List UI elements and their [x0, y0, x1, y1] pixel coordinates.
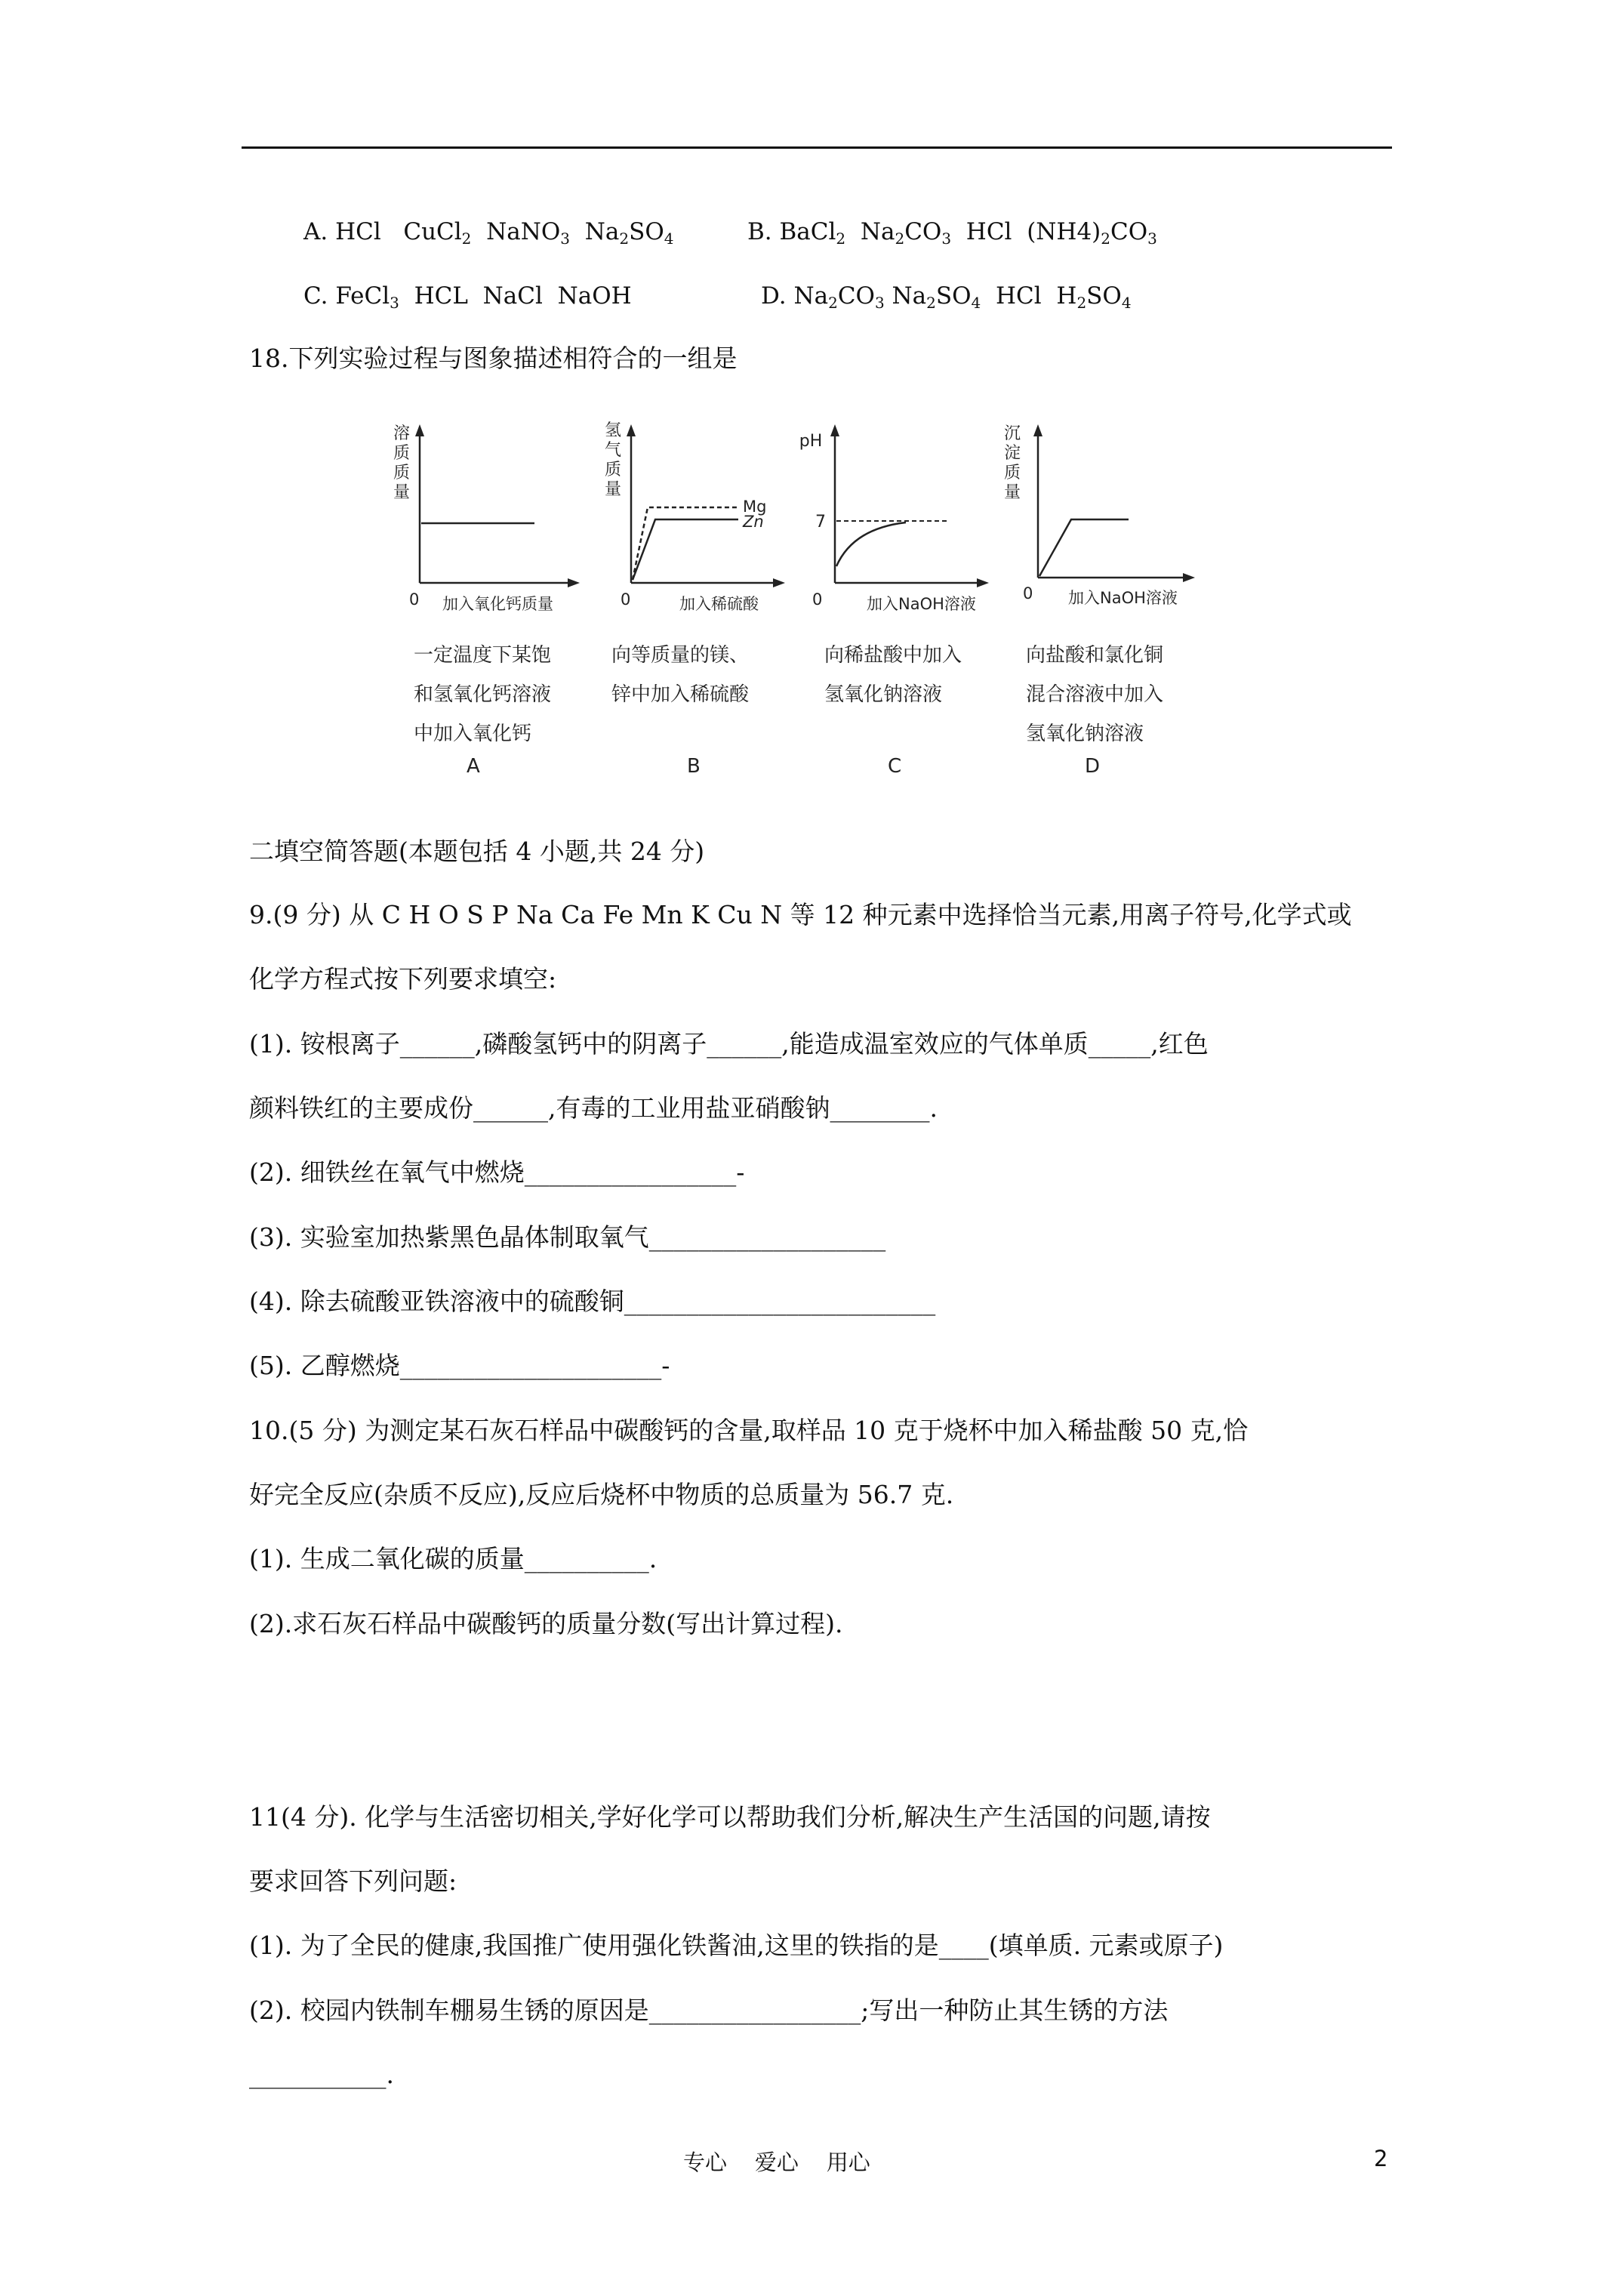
panel-description: 向稀盐酸中加入 氢氧化钠溶液 — [824, 644, 962, 706]
chart-d-svg — [993, 423, 1219, 574]
q11-line-1: 11(4 分). 化学与生活密切相关,学好化学可以帮助我们分析,解决生产生活国的问题,请按 — [249, 1802, 1211, 1832]
chart-c-svg — [785, 423, 1012, 574]
y-axis-label: 溶 质 质 量 — [393, 424, 410, 502]
header-rule — [242, 146, 1392, 149]
x-axis-label: 加入NaOH溶液 — [867, 595, 976, 613]
footer-motto: 专心 爱心 用心 — [683, 2150, 870, 2175]
x-axis-arrow — [977, 578, 989, 587]
chart-panel-c — [785, 423, 1012, 785]
y-axis-label: pH — [799, 432, 823, 451]
panel-description: 向盐酸和氯化铜 混合溶液中加入 氢氧化钠溶液 — [1026, 644, 1164, 745]
panel-letter: C — [888, 755, 902, 778]
series-zn-label: Zn — [743, 513, 764, 531]
series-mg-label: Mg — [743, 498, 767, 516]
q9-part-4: (4). 除去硫酸亚铁溶液中的硫酸铜_________________________ — [249, 1287, 936, 1316]
option-b: B. BaCl$_2$ $Na_2CO_3$ HCl $(NH4)_2CO_3$ — [747, 218, 1157, 248]
x-axis-label: 加入NaOH溶液 — [1068, 589, 1178, 607]
chart-b-svg — [581, 423, 808, 574]
panel-description: 一定温度下某饱 和氢氧化钙溶液 中加入氧化钙 — [414, 644, 552, 745]
chart-panel-d — [993, 423, 1219, 785]
y-axis-arrow — [415, 424, 424, 436]
q11-part-1: (1). 为了全民的健康,我国推广使用强化铁酱油,这里的铁指的是____(填单质. 元素或原子) — [249, 1931, 1224, 1960]
option-a: A. HCl CuCl$_2$ NaNO$_3$ $Na_2SO_4$ — [303, 218, 674, 248]
q9-part-3: (3). 实验室加热紫黑色晶体制取氧气___________________ — [249, 1222, 886, 1252]
q10-line-1: 10.(5 分) 为测定某石灰石样品中碳酸钙的含量,取样品 10 克于烧杯中加入稀盐酸 50 克,恰 — [249, 1416, 1249, 1445]
y-axis-label: 沉 淀 质 量 — [1003, 424, 1021, 502]
ph-curve — [836, 522, 906, 566]
option-d: D. $Na_2CO_3$ $Na_2SO_4$ HCl $H_2SO_4$ — [761, 282, 1132, 312]
q11-line-2: 要求回答下列问题: — [249, 1866, 457, 1896]
panel-letter: A — [467, 755, 480, 778]
series-zn-line — [633, 519, 738, 580]
y-axis-arrow — [1033, 424, 1042, 436]
q10-part-1: (1). 生成二氧化碳的质量__________. — [249, 1544, 658, 1573]
series-mg-line — [633, 507, 738, 580]
precipitate-line — [1039, 519, 1129, 576]
x-axis-arrow — [773, 578, 785, 587]
q9-part-1a: (1). 铵根离子______,磷酸氢钙中的阴离子______,能造成温室效应的气体单质_____,红色 — [249, 1029, 1209, 1059]
x-axis-arrow — [1183, 573, 1195, 582]
section-heading: 二填空简答题(本题包括 4 小题,共 24 分) — [249, 837, 705, 866]
x-axis-label: 加入稀硫酸 — [679, 595, 759, 613]
q9-line-1: 9.(9 分) 从 C H O S P Na Ca Fe Mn K Cu N 等 12 种元素中选择恰当元素,用离子符号,化学式或 — [249, 900, 1352, 929]
panel-letter: D — [1085, 755, 1101, 778]
y-axis-label: 氢 气 质 量 — [604, 421, 621, 499]
q11-part-2: (2). 校园内铁制车棚易生锈的原因是_________________;写出一种防止其生锈的方法 — [249, 1996, 1169, 2025]
option-c: C. FeCl$_3$ HCL NaCl NaOH — [303, 282, 632, 312]
origin-label: 0 — [812, 590, 823, 609]
chart-panel-a — [377, 423, 604, 785]
origin-label: 0 — [621, 590, 631, 609]
q9-line-2: 化学方程式按下列要求填空: — [249, 964, 557, 994]
q9-part-5: (5). 乙醇燃烧_____________________- — [249, 1351, 670, 1380]
q18-stem: 18.下列实验过程与图象描述相符合的一组是 — [249, 344, 738, 373]
chart-panel-b — [581, 423, 808, 785]
origin-label: 0 — [409, 590, 420, 609]
q9-part-1b: 颜料铁红的主要成份______,有毒的工业用盐亚硝酸钠________. — [249, 1093, 938, 1123]
q9-part-2: (2). 细铁丝在氧气中燃烧_________________- — [249, 1157, 745, 1187]
q10-line-2: 好完全反应(杂质不反应),反应后烧杯中物质的总质量为 56.7 克. — [249, 1480, 954, 1509]
q11-part-2-blank: ___________. — [249, 2060, 394, 2089]
x-axis-arrow — [568, 578, 580, 587]
y-axis-arrow — [627, 424, 636, 436]
origin-label: 0 — [1023, 584, 1033, 603]
q10-part-2: (2).求石灰石样品中碳酸钙的质量分数(写出计算过程). — [249, 1609, 843, 1638]
tick-7-label: 7 — [815, 513, 826, 532]
panel-description: 向等质量的镁、 锌中加入稀硫酸 — [611, 644, 750, 706]
panel-letter: B — [687, 755, 701, 778]
x-axis-label: 加入氧化钙质量 — [442, 595, 553, 613]
page-number: 2 — [1374, 2146, 1388, 2171]
chart-a-svg — [377, 423, 604, 574]
y-axis-arrow — [830, 424, 839, 436]
